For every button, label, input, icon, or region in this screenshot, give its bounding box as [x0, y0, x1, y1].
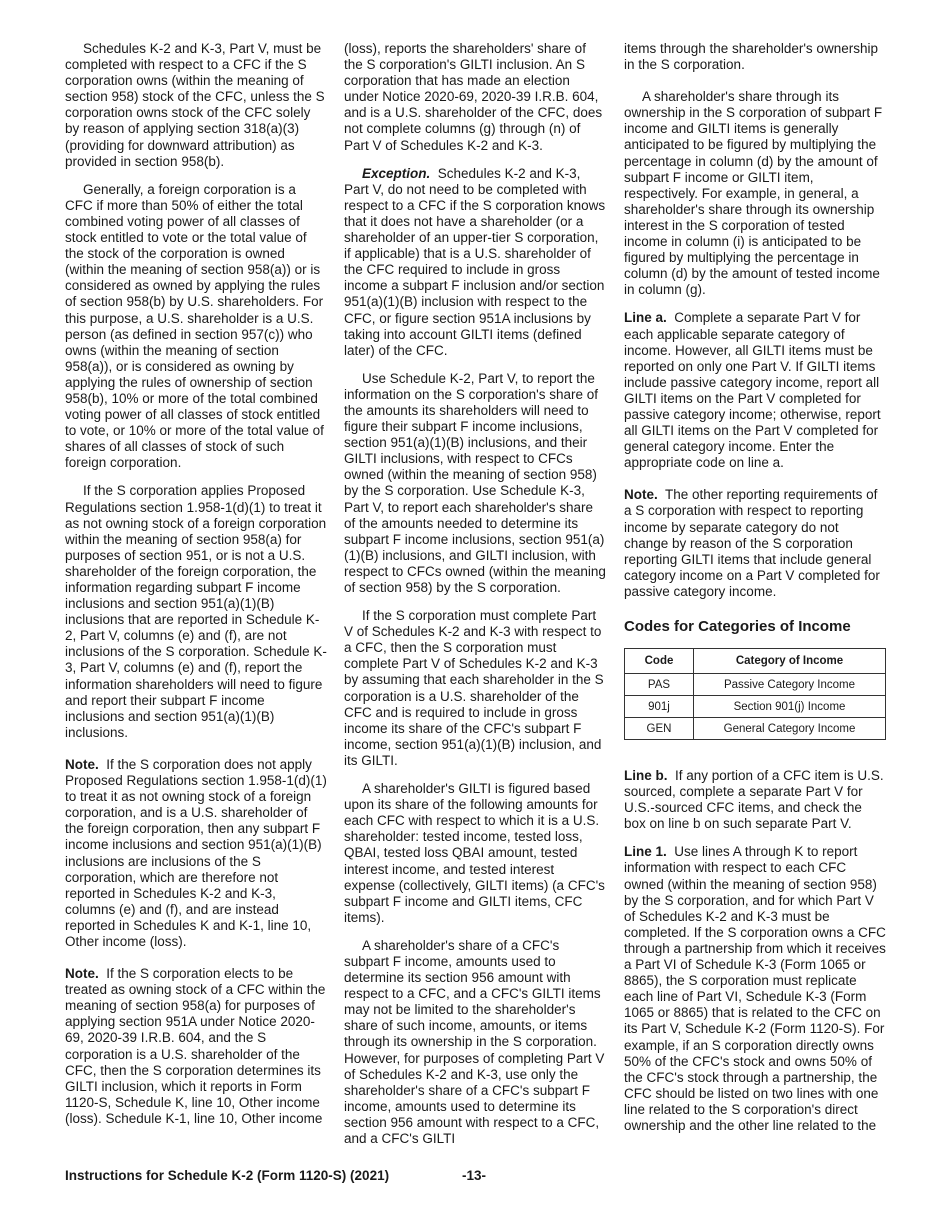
- paragraph: Use Schedule K-2, Part V, to report the information on the S corporation's share of the amounts its shareholders will need to figure their subpart F income inclusions, section 951(a)(1)(B) inclusions, and their GILTI inclusions, with respect to CFCs owned (within the meaning of section 958) by the S corporation. Use Schedule K-3, Part V, to report each shareholder's share of the amounts needed to determine its subpart F income inclusions, section 951(a)(1)(B) inclusions, and GILTI inclusion, with respect to CFCs owned (within the meaning of section 958) by the S corporation.: [344, 370, 606, 595]
- line-b-lead: Line b.: [624, 768, 668, 783]
- table-row: [625, 696, 886, 718]
- line-a-text: Complete a separate Part V for each applicable separate category of income. However, all GILTI items must be reported on only one Part V. If GILTI items include passive category income, report all GILTI items on the Part V completed for passive category income; otherwise, report all GILTI items on the Part V completed for general category income. Enter the appropriate code on line a.: [624, 310, 881, 471]
- line-a-lead: Line a.: [624, 310, 667, 326]
- codes-table: [624, 648, 886, 740]
- paragraph: (loss), reports the shareholders' share of the S corporation's GILTI inclusion. An S corporation that has made an election under Notice 2020-69, 2020-39 I.R.B. 604, and is a U.S. shareholder of the CFC, does not complete columns (g) through (n) of Part V of Schedules K-2 and K-3.: [344, 41, 603, 153]
- paragraph: Generally, a foreign corporation is a CFC if more than 50% of either the total combined voting power of all classes of stock entitled to vote or the total value of the stock of the corporation is owned (within the meaning of section 958(a)) or is considered as owned by applying the rules of section 958(b) by U.S. shareholders. For this purpose, a U.S. shareholder is a U.S. person (as defined in section 957(c)) who owns (within the meaning of section 958(a)), or is considered as owning by applying the rules of ownership of section 958(b), 10% or more of the total combined voting power of all classes of stock entitled to vote, or 10% or more of the total value of shares of all classes of stock of such foreign corporation.: [65, 181, 324, 471]
- paragraph: If the S corporation must complete Part V of Schedules K-2 and K-3 with respect to a CFC, then the S corporation must complete Part V of Schedules K-2 and K-3 by assuming that each shareholder in the S corporation is a U.S. shareholder of the CFC and is required to include in gross income its share of the CFC's subpart F income, section 951(a)(1)(B) inclusion, and its GILTI.: [344, 608, 604, 768]
- paragraph: A shareholder's GILTI is figured based upon its share of the following amounts for each CFC with respect to which it is a U.S. shareholder: tested income, tested loss, QBAI, tested loss QBAI amount, tested interest income, and tested interest expense (collectively, GILTI items) (a CFC's subpart F income and GILTI items, CFC items).: [344, 781, 605, 925]
- page-number: -13-: [462, 1168, 487, 1183]
- line-b-paragraph: [624, 768, 886, 832]
- table-header-category: Category of Income: [694, 649, 886, 674]
- line-1-text: Use lines A through K to report information with respect to each CFC owned (within the meaning of section 958) by the S corporation, and for which Part V of Schedules K-2 and K-3 must be completed. If the S corporation owns a CFC through a partnership from which it receives a Part VI of Schedule K-3 (Form 1065 or 8865), the S corporation must replicate each line of Part VI, Schedule K-3 (Form 1065 or 8865) that is related to the CFC on its Part V, Schedule K-2 (Form 1120-S). For example, if an S corporation directly owns 50% of the CFC's stock and owns 50% of the CFC's stock through a partnership, the CFC should be listed on two lines with one line related to the S corporation's direct ownership and the other line related to the: [624, 844, 886, 1133]
- codes-heading: Codes for Categories of Income: [624, 618, 851, 635]
- footer-title: Instructions for Schedule K-2 (Form 1120-S) (2021): [65, 1168, 390, 1183]
- note-text: The other reporting requirements of a S corporation with respect to reporting income by separate category do not change by reason of the S corporation reporting GILTI items that include general category income on a Part V completed for passive category income.: [624, 487, 880, 599]
- table-cell-category: General Category Income: [694, 718, 886, 740]
- table-header-row: [625, 649, 886, 674]
- exception-lead: Exception.: [362, 165, 431, 181]
- paragraph: A shareholder's share of a CFC's subpart F income, amounts used to determine its section 956 amount with respect to a CFC, and a CFC's GILTI items may not be limited to the shareholder's share of such income, amounts, or items through its ownership in the S corporation. However, for purposes of completing Part V of Schedules K-2 and K-3, use only the shareholder's share of a CFC's subpart F income, amounts used to determine its section 956 amount with respect to a CFC, and a CFC's GILTI: [344, 937, 605, 1146]
- note-paragraph: [65, 757, 327, 950]
- line-b-text: If any portion of a CFC item is U.S. sourced, complete a separate Part V for U.S.-sourced CFC items, and check the box on line b on such separate Part V.: [624, 768, 884, 832]
- table-cell-category: Passive Category Income: [694, 674, 886, 696]
- note-lead: Note.: [65, 966, 99, 982]
- table-cell-code: PAS: [625, 674, 694, 696]
- column-2: [344, 41, 606, 1159]
- note-lead: Note.: [624, 487, 658, 503]
- line-1-paragraph: [624, 844, 886, 1134]
- table-row: [625, 718, 886, 740]
- note-paragraph: [624, 487, 886, 600]
- column-1: [65, 41, 327, 1139]
- paragraph: items through the shareholder's ownership in the S corporation.: [624, 41, 878, 73]
- table-header-code: Code: [625, 649, 694, 674]
- paragraph: Schedules K-2 and K-3, Part V, must be completed with respect to a CFC if the S corporation owns (within the meaning of section 958) stock of the CFC, unless the S corporation owns stock of the CFC solely by reason of applying section 318(a)(3) (providing for downward attribution) as provided in section 958(b).: [65, 41, 325, 169]
- column-3: [624, 41, 886, 1146]
- table-row: [625, 674, 886, 696]
- exception-text: Schedules K-2 and K-3, Part V, do not need to be completed with respect to a CFC if the S corporation knows that it does not have a shareholder (or a shareholder of an upper-tier S corporation, if applicable) that is a U.S. shareholder of the CFC required to include in gross income a subpart F inclusion and/or section 951(a)(1)(B) inclusion with respect to the CFC, or figure section 951A inclusions by taking into account GILTI items (defined later) of the CFC.: [344, 165, 606, 358]
- note-text: If the S corporation elects to be treated as owning stock of a CFC within the meaning of section 958(a) for purposes of applying section 951A under Notice 2020-69, 2020-39 I.R.B. 604, and the S corporation is a U.S. shareholder of the CFC, then the S corporation determines its GILTI inclusion, which it reports in Form 1120-S, Schedule K, line 10, Other income (loss). Schedule K-1, line 10, Other income: [65, 966, 326, 1126]
- table-cell-code: 901j: [625, 696, 694, 718]
- note-lead: Note.: [65, 756, 99, 772]
- table-cell-category: Section 901(j) Income: [694, 696, 886, 718]
- table-cell-code: GEN: [625, 718, 694, 740]
- note-paragraph: [65, 966, 327, 1127]
- paragraph: If the S corporation applies Proposed Regulations section 1.958-1(d)(1) to treat it as not owning stock of a foreign corporation within the meaning of section 958(a) for purposes of section 951, or is not a U.S. shareholder of the foreign corporation, the information regarding subpart F income inclusions and section 951(a)(1)(B) inclusions that are reported in Schedule K-2, Part V, columns (e) and (f), are not inclusions of the S corporation. Schedule K-3, Part V, columns (e) and (f), report the information shareholders will need to figure and report their subpart F income inclusions and section 951(a)(1)(B) inclusions.: [65, 483, 327, 740]
- line-a-paragraph: [624, 310, 886, 471]
- note-text: If the S corporation does not apply Proposed Regulations section 1.958-1(d)(1) to treat it as not owning stock of a foreign corporation, and is a U.S. shareholder of the foreign corporation, then any subpart F income inclusions and section 951(a)(1)(B) inclusions are inclusions of the S corporation, which are therefore not reported in Schedules K-2 and K-3, columns (e) and (f), and are instead reported in Schedules K and K-1, line 10, Other income (loss).: [65, 756, 327, 949]
- exception-paragraph: [344, 166, 606, 359]
- paragraph: A shareholder's share through its ownership in the S corporation of subpart F income and GILTI items is generally anticipated to be figured by multiplying the percentage in column (d) by the amount of subpart F income or GILTI item, respectively. For example, in general, a shareholder's share through its ownership interest in the S corporation of tested income in column (i) is anticipated to be figured by multiplying the percentage in column (d) by the amount of tested income in column (g).: [624, 89, 883, 298]
- line-1-lead: Line 1.: [624, 844, 667, 860]
